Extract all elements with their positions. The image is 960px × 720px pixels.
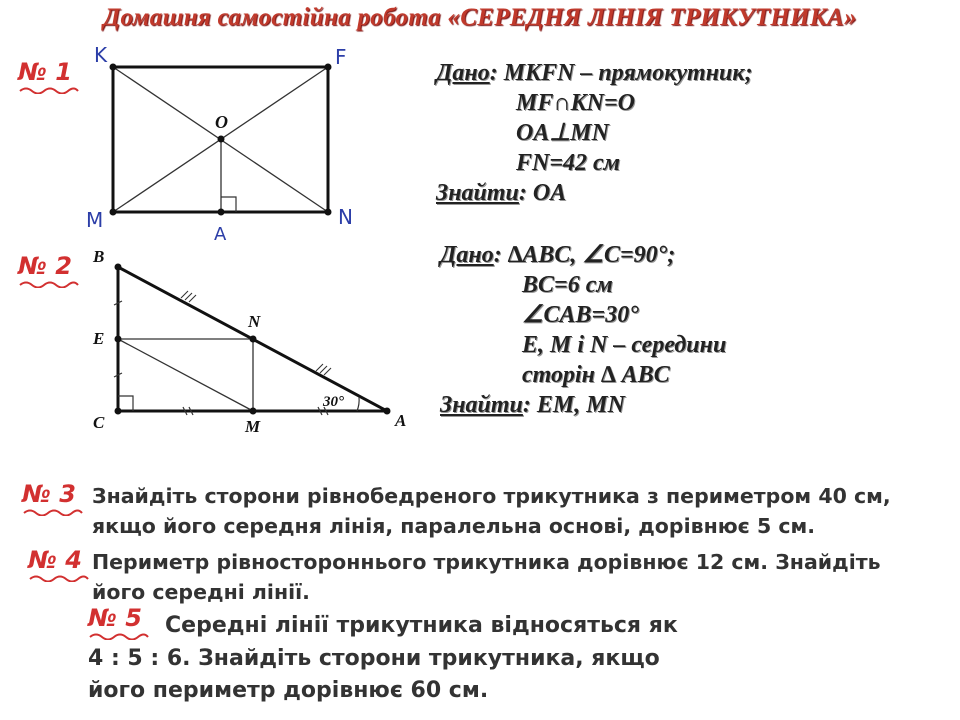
underline-wave-icon [22,508,84,516]
label-o: O [215,112,228,132]
label-m: M [245,417,261,436]
label-angle-30: 30° [323,394,344,410]
label-m: M [86,208,104,232]
label-n: N [248,312,261,331]
label-a: A [395,411,407,430]
problem-4-number: № 4 [28,546,90,582]
segment-em [118,339,253,411]
problem-5-text: 4 : 5 : 6. Знайдіть сторони трикутника, якщо його периметр дорівнює 60 см. [88,646,660,703]
label-e: E [93,329,105,348]
problem-4-text: Периметр рівностороннього трикутника дорівнює 12 см. Знайдіть його середні лінії. [92,550,881,604]
problem-2-number: № 2 [18,252,80,288]
problem-5-number: № 5 [88,604,150,640]
label-c: C [93,413,105,432]
underline-wave-icon [28,574,90,582]
label-k: K [94,43,108,67]
problem-2-given: Дано: ∆ABC, ∠C=90°; BC=6 см ∠CAB=30° E, M і N – середини сторін ∆ ABC Знайти: EM, MN [440,242,727,418]
underline-wave-icon [18,280,80,288]
rectangle-figure [80,42,380,252]
underline-wave-icon [18,86,80,94]
label-n: N [338,205,353,229]
label-b: B [93,247,105,266]
triangle-figure [85,240,425,440]
label-a: A [214,224,227,245]
label-f: F [335,45,347,69]
underline-wave-icon [88,632,150,640]
problem-1-given: Дано: MKFN – прямокутник; MF∩KN=O OA⊥MN FN=42 см Знайти: OA [436,60,753,206]
angle-arc [357,397,359,411]
problem-1-number: № 1 [18,58,80,94]
problem-3-number: № 3 [22,480,84,516]
page-title: Домашня самостійна робота «СЕРЕДНЯ ЛІНІЯ ТРИКУТНИКА» [103,4,857,31]
problem-5-line1: Середні лінії трикутника відносяться як [165,613,678,638]
problem-3-text: Знайдіть сторони рівнобедреного трикутника з периметром 40 см, якщо його середня лінія, паралельна основі, дорівнює 5 см. [92,484,891,538]
